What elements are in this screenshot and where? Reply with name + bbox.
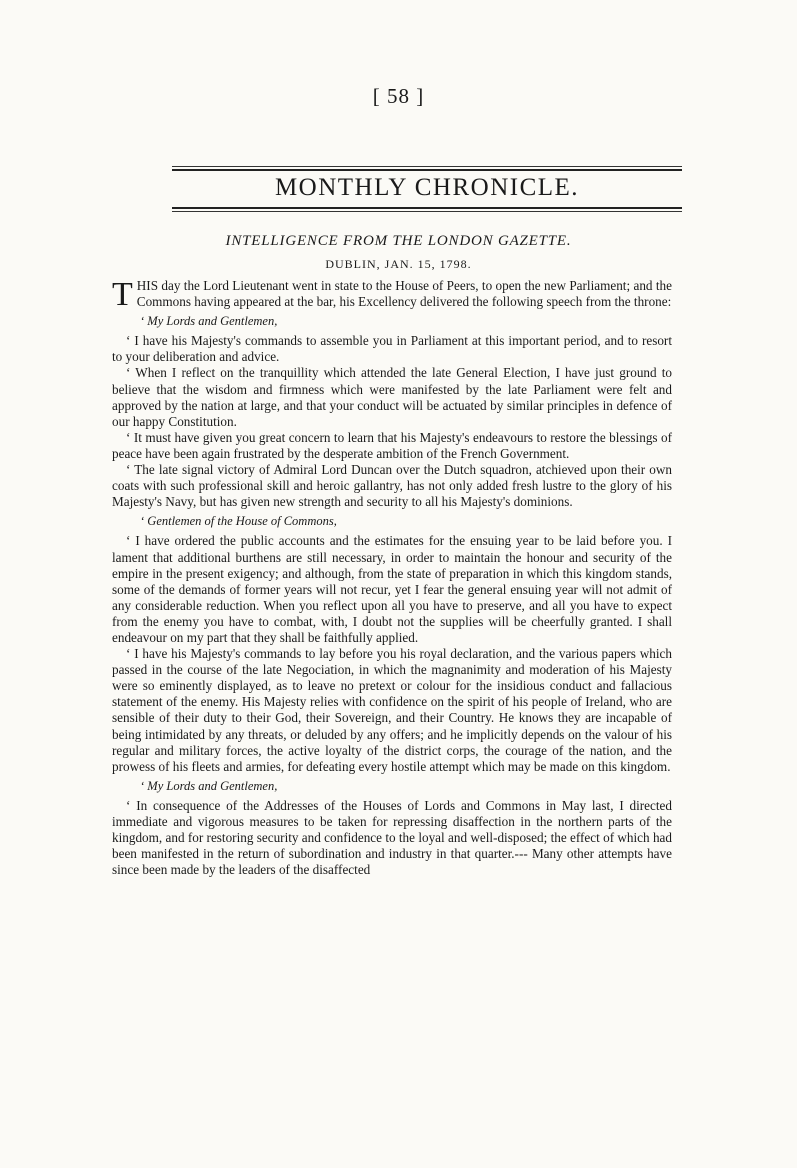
article-body <box>112 278 672 878</box>
page-number: [ 58 ] <box>372 84 425 108</box>
salutation-house-of-commons: ‘ Gentlemen of the House of Commons, <box>140 514 337 529</box>
speech-paragraph: ‘ It must have given you great concern to learn that his Majesty's endeavours to restore the blessings of peace have been again frustrated by the desperate ambition of the French Government. <box>112 429 672 461</box>
speech-paragraph: ‘ The late signal victory of Admiral Lord Duncan over the Dutch squadron, atchieved upon their own coats with such professional skill and heroic gallantry, has not only added fresh lustre to the glory of his Majesty's Navy, but has given new strength and security to all his Majesty's dominions. <box>112 462 672 510</box>
lead-paragraph <box>112 276 672 313</box>
speech-paragraph: ‘ I have ordered the public accounts and the estimates for the ensuing year to be laid before you. I lament that additional burthens are still necessary, in order to maintain the honour and security of the empire in the present exigency; and although, from the state of preparation in which this kingdom stands, some of the demands of former years will not recur, yet I fear the general ensuing year will not admit of any considerable reduction. When you reflect upon all you have to preserve, and all you have to expect from the enemy you have to combat, with, I doubt not the supplies will be cheerfully granted. I shall endeavour on my part that they shall be faithfully applied. <box>112 533 672 645</box>
speech-paragraph: ‘ I have his Majesty's commands to lay before you his royal declaration, and the various papers which passed in the course of the late Negociation, in which the magnanimity and moderation of his Majesty were so eminently displayed, as to leave no pretext or colour for the insidious conduct and fallacious statement of the enemy. His Majesty relies with confidence on the spirit of his people of Ireland, who are sensible of their duty to their God, their Sovereign, and their Country. He knows they are incapable of being intimidated by any threats, or deluded by any offers; and he implicitly depends on the valour of his regular and military forces, the active loyalty of the district corps, the courage of the nation, and the prowess of his fleets and armies, for defeating every hostile attempt which may be made on this kingdom. <box>112 646 672 774</box>
title-rule-top-thin <box>172 166 682 167</box>
title-rule-bottom-thin <box>172 211 682 212</box>
speech-paragraph: ‘ I have his Majesty's commands to assemble you in Parliament at this important period, and to resort to your deliberation and advice. <box>112 333 672 365</box>
salutation-lords-gentlemen: ‘ My Lords and Gentlemen, <box>140 778 278 793</box>
title-rule-top-thick <box>172 169 682 171</box>
title-rule-bottom-thick <box>172 207 682 209</box>
section-title: MONTHLY CHRONICLE. <box>274 174 580 201</box>
speech-paragraph: ‘ When I reflect on the tranquillity which attended the late General Election, I have just ground to believe that the wisdom and firmness which were manifested by the late Parliament were felt and approved by the nation at large, and that your conduct will be actuated by similar principles in defence of our happy Constitution. <box>112 365 672 429</box>
dateline: DUBLIN, JAN. 15, 1798. <box>325 257 472 271</box>
section-subtitle: INTELLIGENCE FROM THE LONDON GAZETTE. <box>225 233 572 249</box>
lead-text: HIS day the Lord Lieutenant went in state to the House of Peers, to open the new Parliament; and the Commons having appeared at the bar, his Excellency delivered the following speech from the throne: <box>136 278 672 310</box>
speech-paragraph: ‘ In consequence of the Addresses of the Houses of Lords and Commons in May last, I directed immediate and vigorous measures to be taken for repressing disaffection in the northern parts of the kingdom, and for restoring security and confidence to the loyal and well-disposed; the effect of which had been manifested in the return of subordination and industry in that quarter.--- Many other attempts have since been made by the leaders of the disaffected <box>112 797 672 878</box>
drop-cap: T <box>112 276 133 313</box>
salutation-lords-gentlemen: ‘ My Lords and Gentlemen, <box>140 314 278 329</box>
